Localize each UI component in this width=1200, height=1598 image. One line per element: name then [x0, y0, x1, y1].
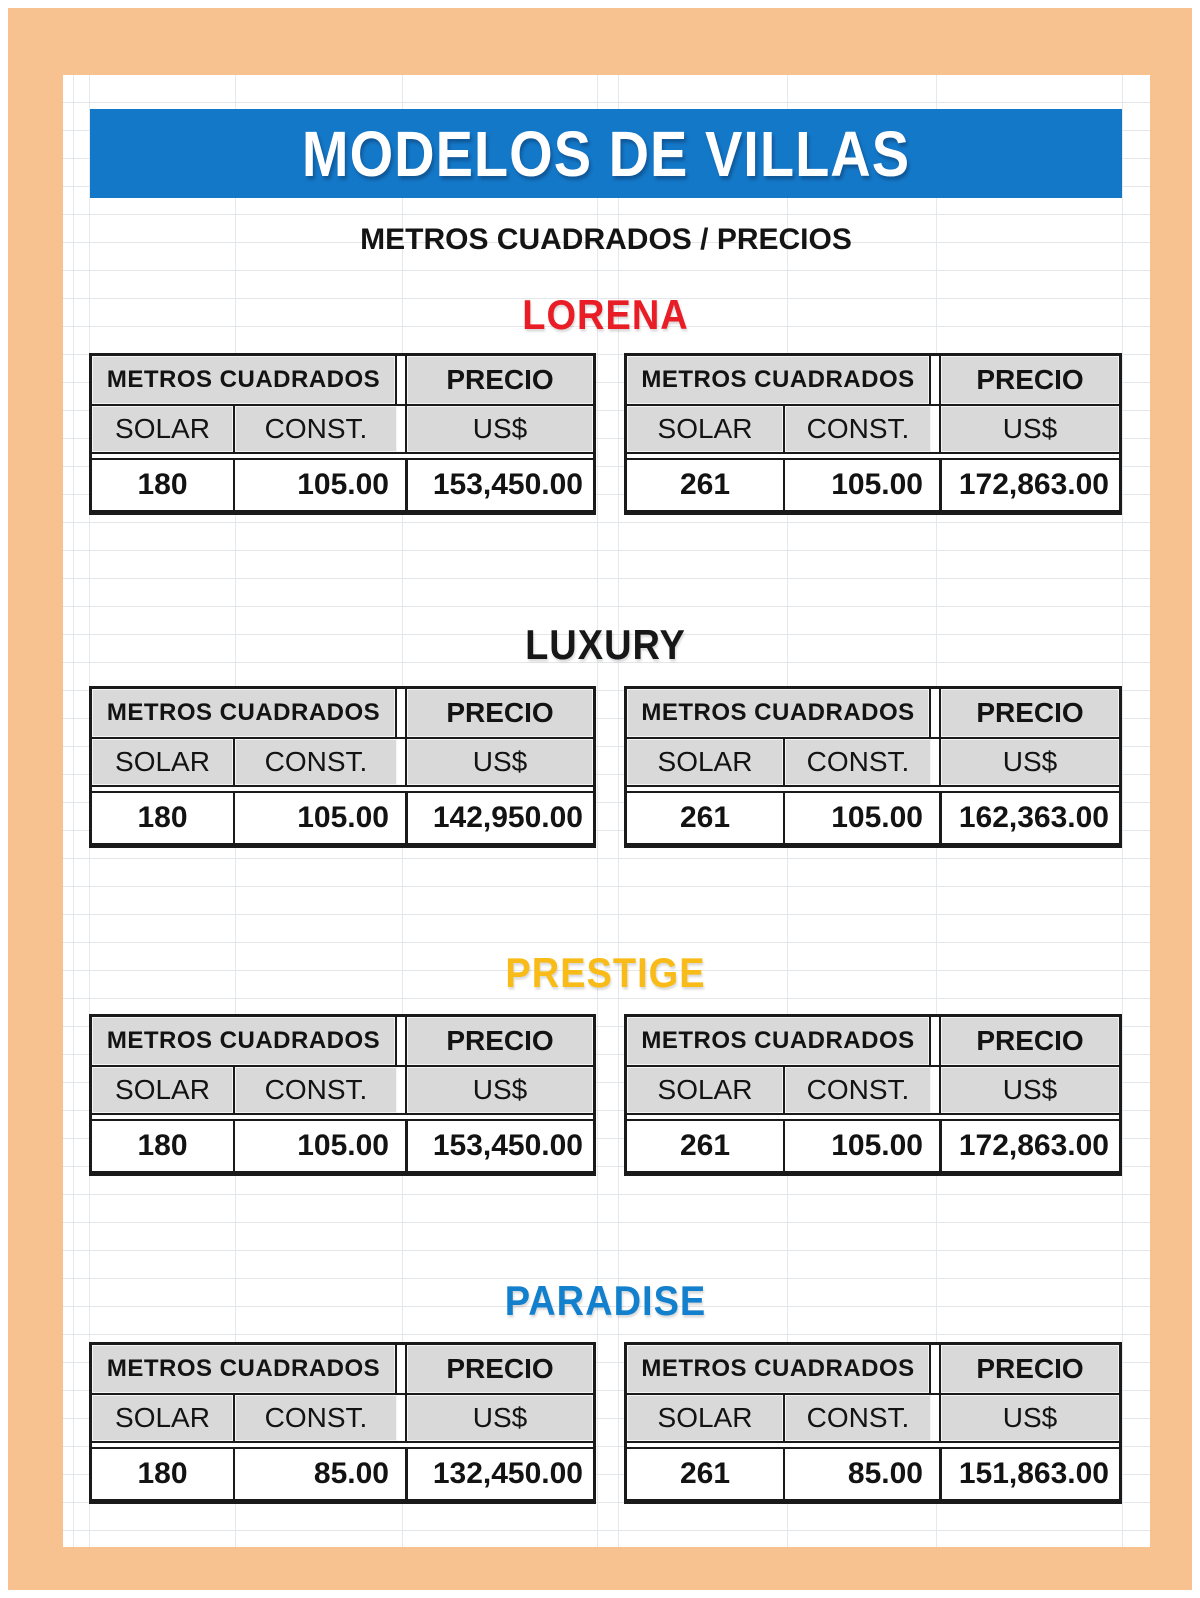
const-header: CONST. — [785, 1067, 931, 1113]
usd-header: US$ — [405, 1067, 593, 1113]
price-value: 151,863.00 — [939, 1449, 1119, 1499]
table-data-row — [92, 1447, 593, 1499]
solar-value: 261 — [627, 1121, 785, 1171]
table-data-row — [627, 1119, 1119, 1171]
solar-value: 180 — [92, 1121, 235, 1171]
villa-name: LUXURY — [525, 622, 686, 670]
const-value: 105.00 — [297, 468, 389, 501]
header-spacer — [931, 406, 939, 452]
villa-heading-lorena — [89, 292, 1122, 340]
metros-cuadrados-header: METROS CUADRADOS — [627, 689, 931, 737]
paradise-price-table-left — [89, 1342, 596, 1504]
table-data-row — [627, 791, 1119, 843]
table-subheader-row — [92, 739, 593, 787]
table-subheader-row — [92, 406, 593, 454]
solar-header: SOLAR — [627, 406, 785, 452]
header-spacer — [931, 1067, 939, 1113]
metros-cuadrados-header: METROS CUADRADOS — [627, 356, 931, 404]
const-header: CONST. — [785, 1395, 931, 1441]
price-value: 172,863.00 — [939, 460, 1119, 510]
villa-heading-prestige — [89, 950, 1122, 998]
solar-header: SOLAR — [627, 739, 785, 785]
table-header-row — [627, 356, 1119, 406]
usd-header: US$ — [939, 406, 1119, 452]
villa-name: LORENA — [522, 292, 689, 340]
solar-header: SOLAR — [92, 1067, 235, 1113]
solar-header: SOLAR — [92, 739, 235, 785]
usd-header: US$ — [939, 1067, 1119, 1113]
table-data-row — [627, 1447, 1119, 1499]
header-spacer — [931, 1395, 939, 1441]
const-header: CONST. — [235, 406, 397, 452]
metros-cuadrados-header: METROS CUADRADOS — [92, 1017, 397, 1065]
const-value: 85.00 — [313, 1457, 389, 1490]
table-subheader-row — [627, 1395, 1119, 1443]
header-spacer — [931, 356, 939, 404]
const-value: 105.00 — [297, 801, 389, 834]
table-header-row — [92, 356, 593, 406]
table-subheader-row — [92, 1395, 593, 1443]
price-value: 162,363.00 — [939, 793, 1119, 843]
precio-header: PRECIO — [405, 1017, 593, 1065]
header-spacer — [397, 739, 405, 785]
const-header: CONST. — [785, 406, 931, 452]
price-value: 153,450.00 — [405, 1121, 593, 1171]
table-subheader-row — [627, 739, 1119, 787]
table-subheader-row — [92, 1067, 593, 1115]
solar-value: 180 — [92, 793, 235, 843]
solar-header: SOLAR — [92, 406, 235, 452]
header-spacer — [397, 1345, 405, 1393]
metros-cuadrados-header: METROS CUADRADOS — [92, 356, 397, 404]
header-spacer — [931, 1017, 939, 1065]
metros-cuadrados-header: METROS CUADRADOS — [627, 1017, 931, 1065]
solar-value: 261 — [627, 460, 785, 510]
precio-header: PRECIO — [405, 1345, 593, 1393]
const-value: 105.00 — [831, 468, 923, 501]
title-banner — [90, 109, 1122, 198]
header-spacer — [397, 406, 405, 452]
metros-cuadrados-header: METROS CUADRADOS — [92, 1345, 397, 1393]
header-spacer — [931, 1345, 939, 1393]
table-data-row — [92, 1119, 593, 1171]
solar-header: SOLAR — [92, 1395, 235, 1441]
table-data-row — [92, 458, 593, 510]
const-header: CONST. — [235, 1395, 397, 1441]
header-spacer — [931, 689, 939, 737]
price-value: 142,950.00 — [405, 793, 593, 843]
table-header-row — [627, 689, 1119, 739]
price-value: 132,450.00 — [405, 1449, 593, 1499]
prestige-price-table-right — [624, 1014, 1122, 1176]
solar-value: 180 — [92, 1449, 235, 1499]
table-subheader-row — [627, 1067, 1119, 1115]
const-value: 105.00 — [831, 801, 923, 834]
usd-header: US$ — [405, 406, 593, 452]
precio-header: PRECIO — [405, 356, 593, 404]
villa-heading-paradise — [89, 1278, 1122, 1326]
page-subtitle: METROS CUADRADOS / PRECIOS — [360, 223, 852, 256]
const-value: 105.00 — [831, 1129, 923, 1162]
usd-header: US$ — [405, 1395, 593, 1441]
header-spacer — [397, 689, 405, 737]
luxury-price-table-left — [89, 686, 596, 848]
const-value: 85.00 — [847, 1457, 923, 1490]
lorena-price-table-right — [624, 353, 1122, 515]
solar-value: 180 — [92, 460, 235, 510]
table-header-row — [92, 1017, 593, 1067]
usd-header: US$ — [939, 739, 1119, 785]
metros-cuadrados-header: METROS CUADRADOS — [92, 689, 397, 737]
header-spacer — [931, 739, 939, 785]
table-data-row — [627, 458, 1119, 510]
luxury-price-table-right — [624, 686, 1122, 848]
table-header-row — [627, 1017, 1119, 1067]
usd-header: US$ — [405, 739, 593, 785]
table-header-row — [627, 1345, 1119, 1395]
table-data-row — [92, 791, 593, 843]
solar-value: 261 — [627, 793, 785, 843]
const-value: 105.00 — [297, 1129, 389, 1162]
solar-header: SOLAR — [627, 1395, 785, 1441]
const-header: CONST. — [235, 739, 397, 785]
page-title: MODELOS DE VILLAS — [301, 117, 911, 190]
table-subheader-row — [627, 406, 1119, 454]
solar-header: SOLAR — [627, 1067, 785, 1113]
header-spacer — [397, 1017, 405, 1065]
lorena-price-table-left — [89, 353, 596, 515]
usd-header: US$ — [939, 1395, 1119, 1441]
table-header-row — [92, 689, 593, 739]
paradise-price-table-right — [624, 1342, 1122, 1504]
villa-name: PARADISE — [504, 1278, 707, 1326]
price-value: 153,450.00 — [405, 460, 593, 510]
precio-header: PRECIO — [939, 689, 1119, 737]
header-spacer — [397, 1395, 405, 1441]
header-spacer — [397, 1067, 405, 1113]
solar-value: 261 — [627, 1449, 785, 1499]
precio-header: PRECIO — [939, 1345, 1119, 1393]
precio-header: PRECIO — [405, 689, 593, 737]
const-header: CONST. — [235, 1067, 397, 1113]
precio-header: PRECIO — [939, 356, 1119, 404]
price-value: 172,863.00 — [939, 1121, 1119, 1171]
table-header-row — [92, 1345, 593, 1395]
header-spacer — [397, 356, 405, 404]
villa-heading-luxury — [89, 622, 1122, 670]
const-header: CONST. — [785, 739, 931, 785]
metros-cuadrados-header: METROS CUADRADOS — [627, 1345, 931, 1393]
spreadsheet-area — [63, 75, 1150, 1547]
precio-header: PRECIO — [939, 1017, 1119, 1065]
prestige-price-table-left — [89, 1014, 596, 1176]
villa-name: PRESTIGE — [505, 950, 706, 998]
